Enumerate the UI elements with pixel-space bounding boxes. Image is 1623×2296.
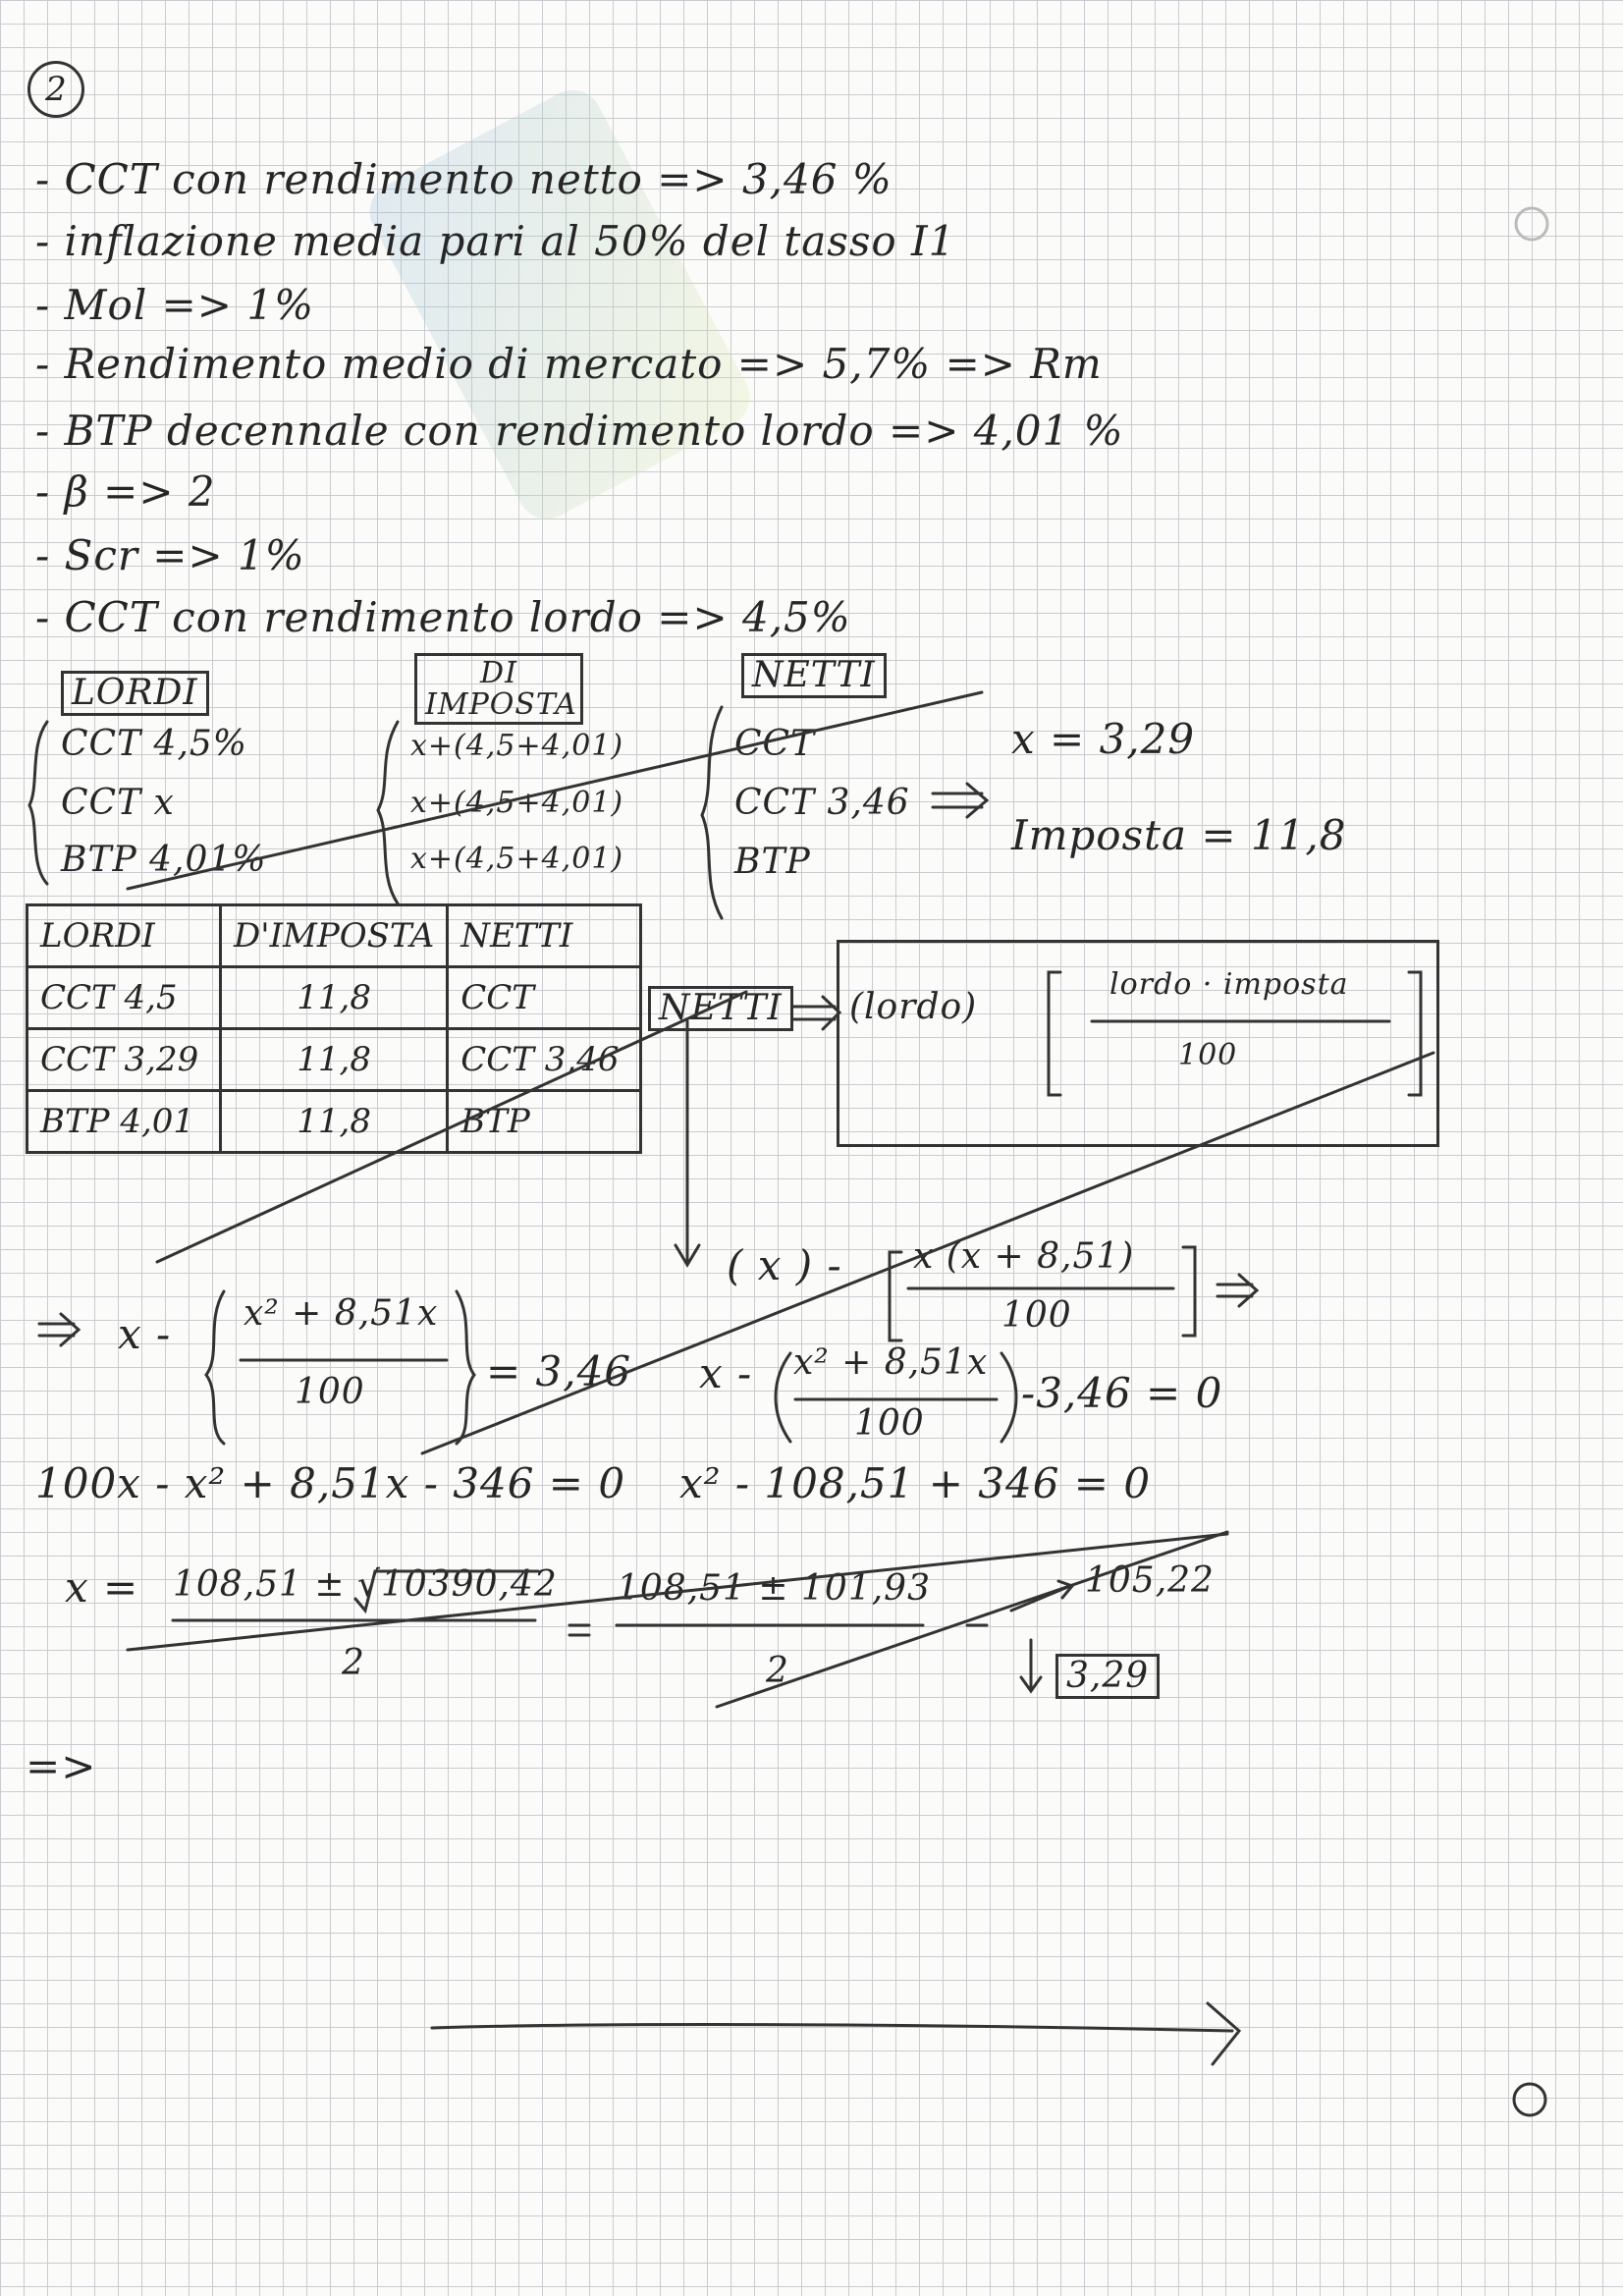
list-item: - Rendimento medio di mercato => 5,7% => Rm <box>35 340 1103 388</box>
table-cell: 11,8 <box>221 967 448 1029</box>
implies-arrow <box>793 997 839 1029</box>
sketch-imposta-row: x+(4,5+4,01) <box>410 786 624 820</box>
solve-num2: 108,51 ± 101,93 <box>617 1568 931 1609</box>
solve-den2: 2 <box>766 1651 789 1691</box>
list-item: - β => 2 <box>35 467 216 516</box>
eq2-num: x² + 8,51x <box>793 1342 989 1383</box>
eq-x-den: 100 <box>1001 1295 1072 1336</box>
eq2-den: 100 <box>854 1403 925 1444</box>
brace-right <box>457 1291 474 1444</box>
stamp-circle <box>1516 208 1547 240</box>
eq-x-num: x (x + 8,51) <box>913 1236 1135 1277</box>
solve-num1: 108,51 ± √10390,42 <box>173 1564 558 1605</box>
strike-line <box>128 1534 1227 1650</box>
root-arrow <box>1021 1640 1041 1691</box>
table-cell: 11,8 <box>221 1029 448 1091</box>
sketch-netti-row: CCT <box>734 724 816 764</box>
implies-arrow <box>39 1314 79 1345</box>
solve-den1: 2 <box>342 1643 365 1683</box>
brace-lordi <box>29 722 47 884</box>
sketch-lordi-row: BTP 4,01% <box>61 840 267 880</box>
down-arrow <box>676 1021 699 1265</box>
sketch-header-lordi: LORDI <box>61 671 209 716</box>
list-item: - CCT con rendimento lordo => 4,5% <box>35 593 851 641</box>
table-cell: BTP 4,01 <box>27 1091 221 1153</box>
table-cell: CCT 3,46 <box>448 1029 641 1091</box>
page-number-text: 2 <box>45 70 67 109</box>
eq-x-expr: ( x ) - <box>727 1241 842 1289</box>
sketch-imposta-row: x+(4,5+4,01) <box>410 729 624 763</box>
list-item: - Mol => 1% <box>35 281 314 329</box>
formula-numerator: lordo · imposta <box>1109 967 1349 1002</box>
paren-right <box>1001 1353 1016 1442</box>
table-cell: BTP <box>448 1091 641 1153</box>
strike-line <box>128 692 982 889</box>
list-item: - BTP decennale con rendimento lordo => 4,01 % <box>35 407 1124 455</box>
table-cell: CCT <box>448 967 641 1029</box>
eq2-left: x - <box>699 1349 753 1397</box>
imposta-result: Imposta = 11,8 <box>1011 811 1347 859</box>
strike-line <box>157 992 746 1262</box>
sketch-header-imposta: DI IMPOSTA <box>414 653 583 725</box>
sqrt-symbol <box>355 1571 538 1611</box>
table-header-cell: D'IMPOSTA <box>221 905 448 967</box>
implies-arrow <box>933 784 987 817</box>
sketch-netti-row: BTP <box>734 842 811 882</box>
sketch-lordi-row: CCT 4,5% <box>61 724 248 764</box>
eq1-left: x - <box>118 1310 172 1358</box>
table-cell: CCT 4,5 <box>27 967 221 1029</box>
equals-sign <box>569 1625 589 1635</box>
sketch-lordi-row: CCT x <box>61 783 175 823</box>
brace-netti <box>702 707 722 918</box>
arrow-alone: => <box>26 1742 97 1790</box>
bracket-left <box>1049 972 1060 1095</box>
table-cell: 11,8 <box>221 1091 448 1153</box>
formula-netti-label: NETTI <box>648 986 793 1031</box>
table-header-cell: LORDI <box>27 905 221 967</box>
eq1-den: 100 <box>295 1372 365 1412</box>
continue-arrow <box>432 2003 1239 2064</box>
brace-left <box>206 1291 224 1444</box>
eq2-right: -3,46 = 0 <box>1021 1369 1223 1417</box>
root1: 105,22 <box>1085 1560 1215 1601</box>
stamp-circle <box>1514 2084 1545 2115</box>
list-item: - Scr => 1% <box>35 531 305 579</box>
root2: 3,29 <box>1055 1654 1160 1699</box>
bracket-right <box>1409 972 1421 1095</box>
table-cell: CCT 3,29 <box>27 1029 221 1091</box>
strike-line <box>717 1532 1227 1707</box>
sketch-imposta-row: x+(4,5+4,01) <box>410 842 624 876</box>
eq1-num: x² + 8,51x <box>243 1293 439 1334</box>
table-header-cell: NETTI <box>448 905 641 967</box>
list-item: - CCT con rendimento netto => 3,46 % <box>35 155 893 203</box>
eq-line2a: 100x - x² + 8,51x - 346 = 0 <box>35 1459 626 1507</box>
brace-imposta <box>378 722 398 903</box>
sketch-netti-row: CCT 3,46 <box>734 783 910 823</box>
formula-lordo: (lordo) <box>849 987 978 1027</box>
implies-arrow <box>1217 1275 1257 1306</box>
eq1-right: = 3,46 <box>486 1347 632 1395</box>
eq-line2b: x² - 108,51 + 346 = 0 <box>679 1459 1152 1507</box>
paren-left <box>776 1353 790 1442</box>
formula-denominator: 100 <box>1178 1038 1238 1072</box>
solve-x: x = <box>65 1563 139 1612</box>
strike-line <box>422 1053 1434 1453</box>
sketch-header-netti: NETTI <box>741 653 887 698</box>
bracket-right <box>1183 1247 1195 1336</box>
list-item: - inflazione media pari al 50% del tasso I1 <box>35 217 956 265</box>
x-result: x = 3,29 <box>1011 715 1196 763</box>
